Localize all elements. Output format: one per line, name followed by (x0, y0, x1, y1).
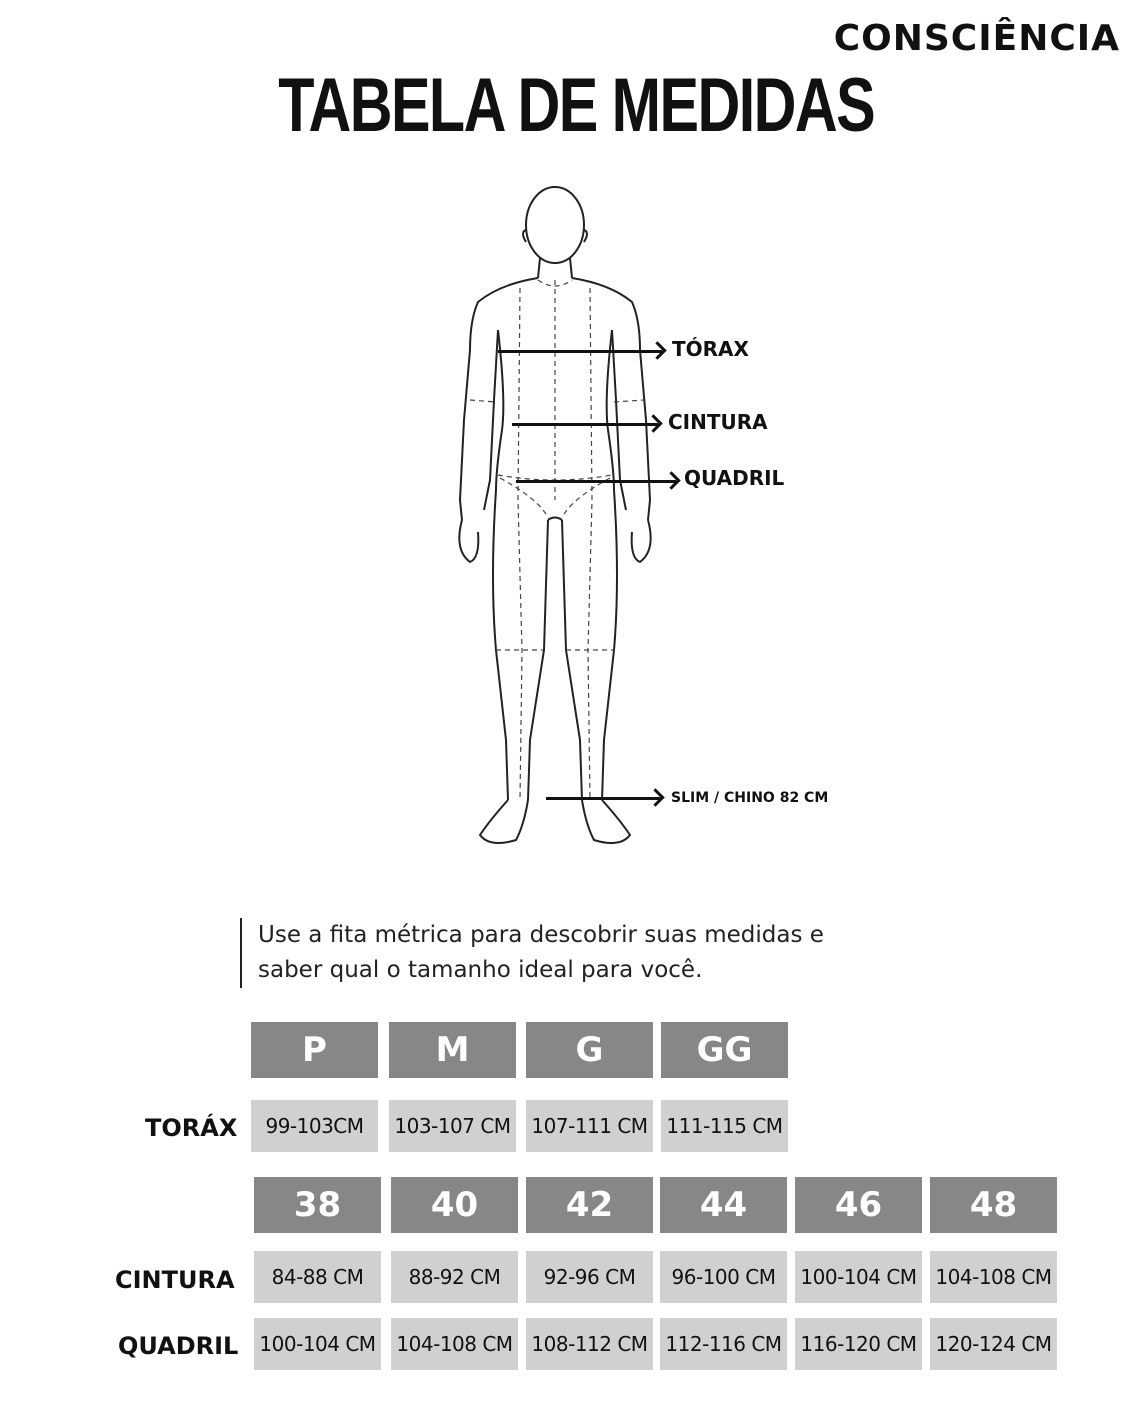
cintura-measure-label: CINTURA (668, 410, 768, 434)
size-header-gg: GG (661, 1022, 788, 1078)
quadril-value-38: 100-104 CM (254, 1318, 381, 1370)
cintura-value-46: 100-104 CM (795, 1251, 922, 1303)
cintura-value-44: 96-100 CM (660, 1251, 787, 1303)
cintura-value-42: 92-96 CM (526, 1251, 653, 1303)
page-title: TABELA DE MEDIDAS (278, 63, 875, 148)
cintura-arrow (512, 423, 658, 426)
size-header-40: 40 (391, 1177, 518, 1233)
quadril-value-42: 108-112 CM (526, 1318, 653, 1370)
brand-logo: CONSCIÊNCIA (833, 18, 1120, 59)
size-header-44: 44 (660, 1177, 787, 1233)
torax-row-label: TORÁX (145, 1114, 238, 1142)
torax-value-gg: 111-115 CM (661, 1100, 788, 1152)
size-header-g: G (526, 1022, 653, 1078)
torax-value-p: 99-103CM (251, 1100, 378, 1152)
size-header-42: 42 (526, 1177, 653, 1233)
quadril-row-label: QUADRIL (118, 1332, 239, 1360)
quadril-value-48: 120-124 CM (930, 1318, 1057, 1370)
size-header-p: P (251, 1022, 378, 1078)
torax-value-g: 107-111 CM (526, 1100, 653, 1152)
size-header-38: 38 (254, 1177, 381, 1233)
torax-arrow (498, 350, 662, 353)
size-header-m: M (389, 1022, 516, 1078)
quadril-value-44: 112-116 CM (660, 1318, 787, 1370)
torax-value-m: 103-107 CM (389, 1100, 516, 1152)
cintura-value-40: 88-92 CM (391, 1251, 518, 1303)
torax-measure-label: TÓRAX (672, 337, 749, 361)
inseam-arrow (546, 797, 660, 800)
instructions-line-1: Use a fita métrica para descobrir suas medidas e (258, 922, 824, 948)
inseam-measure-label: SLIM / CHINO 82 CM (671, 790, 829, 806)
size-header-48: 48 (930, 1177, 1057, 1233)
cintura-row-label: CINTURA (115, 1266, 235, 1294)
quadril-arrow (516, 480, 676, 483)
size-header-46: 46 (795, 1177, 922, 1233)
instructions-line-2: saber qual o tamanho ideal para você. (258, 957, 703, 983)
cintura-value-38: 84-88 CM (254, 1251, 381, 1303)
quadril-measure-label: QUADRIL (684, 466, 785, 490)
quadril-value-40: 104-108 CM (391, 1318, 518, 1370)
cintura-value-48: 104-108 CM (930, 1251, 1057, 1303)
body-figure-illustration (440, 180, 680, 860)
instructions-text (240, 918, 898, 988)
quadril-value-46: 116-120 CM (795, 1318, 922, 1370)
